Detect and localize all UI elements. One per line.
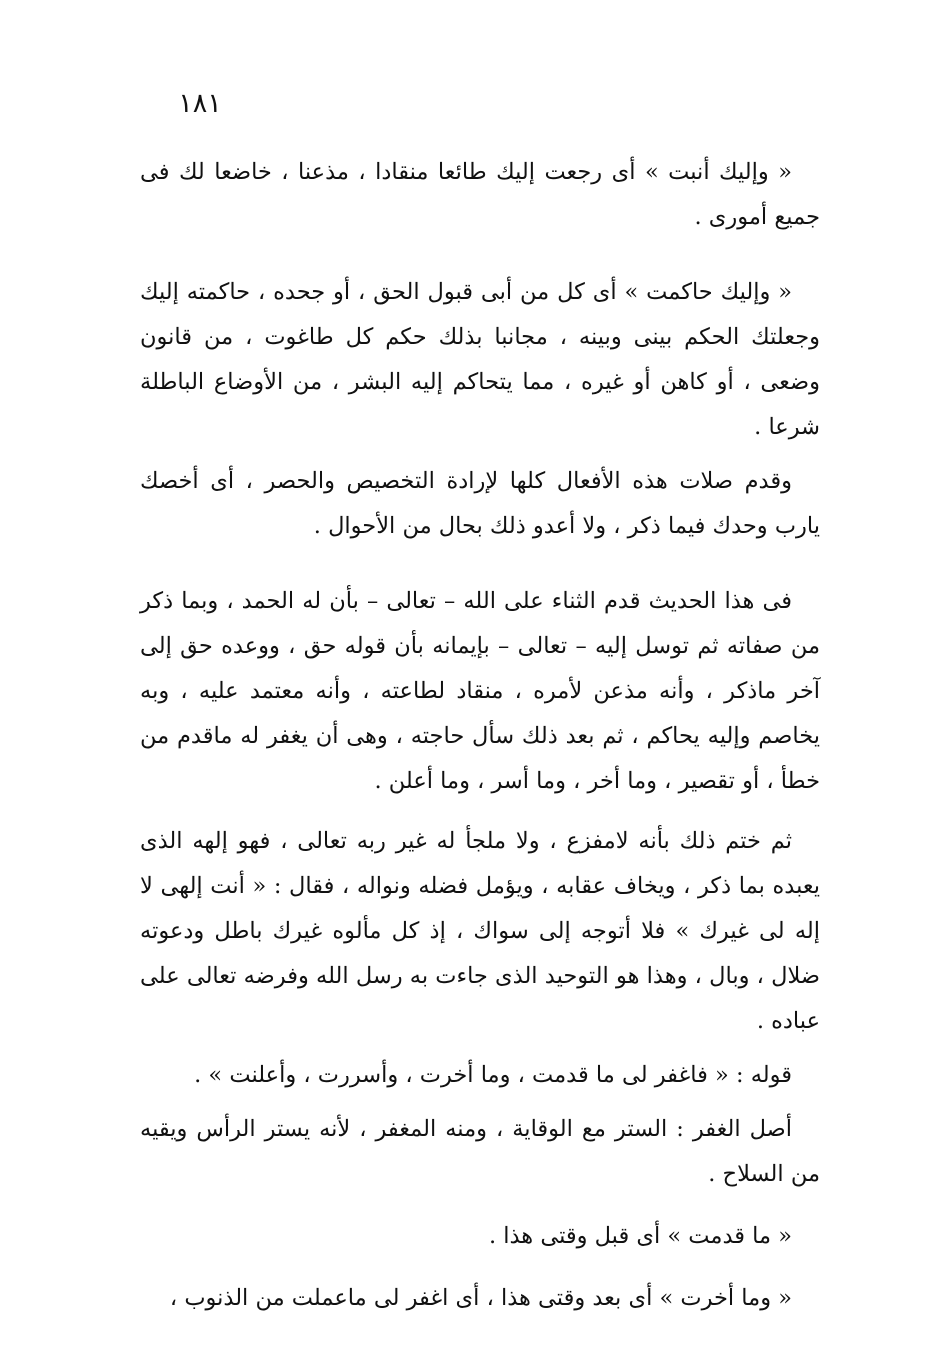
paragraph-ma-akhkhart: « وما أخرت » أى بعد وقتى هذا ، أى اغفر لى ماعملت من الذنوب ،	[169, 1285, 792, 1311]
paragraph-taqdim: وقدم صلات هذه الأفعال كلها لإرادة التخصيص والحصر ، أى أخصك يارب وحدك فيما ذكر ، ولا أعدو ذلك بحال من الأحوال .	[140, 468, 820, 539]
paragraph-khatm: ثم ختم ذلك بأنه لامفزع ، ولا ملجأ له غير ربه تعالى ، فهو إلهه الذى يعبده بما ذكر ، ويخاف عقابه ، ويؤمل فضله ونواله ، فقال : « أنت إلهى لا إله لى غيرك » فلا أتوجه إلى سواك ، إذ كل مألوه غيرك باطل ودعوته ضلال ، وبال ، وهذا هو التوحيد الذى جاءت به رسل الله وفرضه تعالى على عباده .	[140, 828, 820, 1034]
paragraph-hadith-commentary: فى هذا الحديث قدم الثناء على الله – تعالى – بأن له الحمد ، وبما ذكر من صفاته ثم توسل إليه – تعالى – بإيمانه بأن قوله حق ، ووعده حق إلى آخر ماذكر ، وأنه مذعن لأمره ، منقاد لطاعته ، وأنه معتمد عليه ، وبه يخاصم وإليه يحاكم ، ثم بعد ذلك سأل حاجته ، وهى أن يغفر له ماقدم من خطأ ، أو تقصير ، وما أخر ، وما أسر ، وما أعلن .	[140, 588, 820, 794]
paragraph-qawluhu: قوله : « فاغفر لى ما قدمت ، وما أخرت ، وأسررت ، وأعلنت » .	[194, 1062, 792, 1088]
page-number: ١٨١	[178, 88, 222, 119]
body-text	[140, 150, 820, 1321]
paragraph-ghafr: أصل الغفر : الستر مع الوقاية ، ومنه المغفر ، لأنه يستر الرأس ويقيه من السلاح .	[140, 1116, 820, 1187]
paragraph-ma-qaddamt: « ما قدمت » أى قبل وقتى هذا .	[488, 1223, 792, 1249]
paragraph-hakamt: « وإليك حاكمت » أى كل من أبى قبول الحق ، أو جحده ، حاكمته إليك وجعلتك الحكم بينى وبينه ، مجانبا بذلك حكم كل طاغوت ، من قانون وضعى ، أو كاهن أو غيره ، مما يتحاكم إليه البشر ، من الأوضاع الباطلة شرعا .	[140, 279, 820, 440]
paragraph-anabt: « وإليك أنبت » أى رجعت إليك طائعا منقادا ، مذعنا ، خاضعا لك فى جميع أمورى .	[140, 159, 820, 230]
